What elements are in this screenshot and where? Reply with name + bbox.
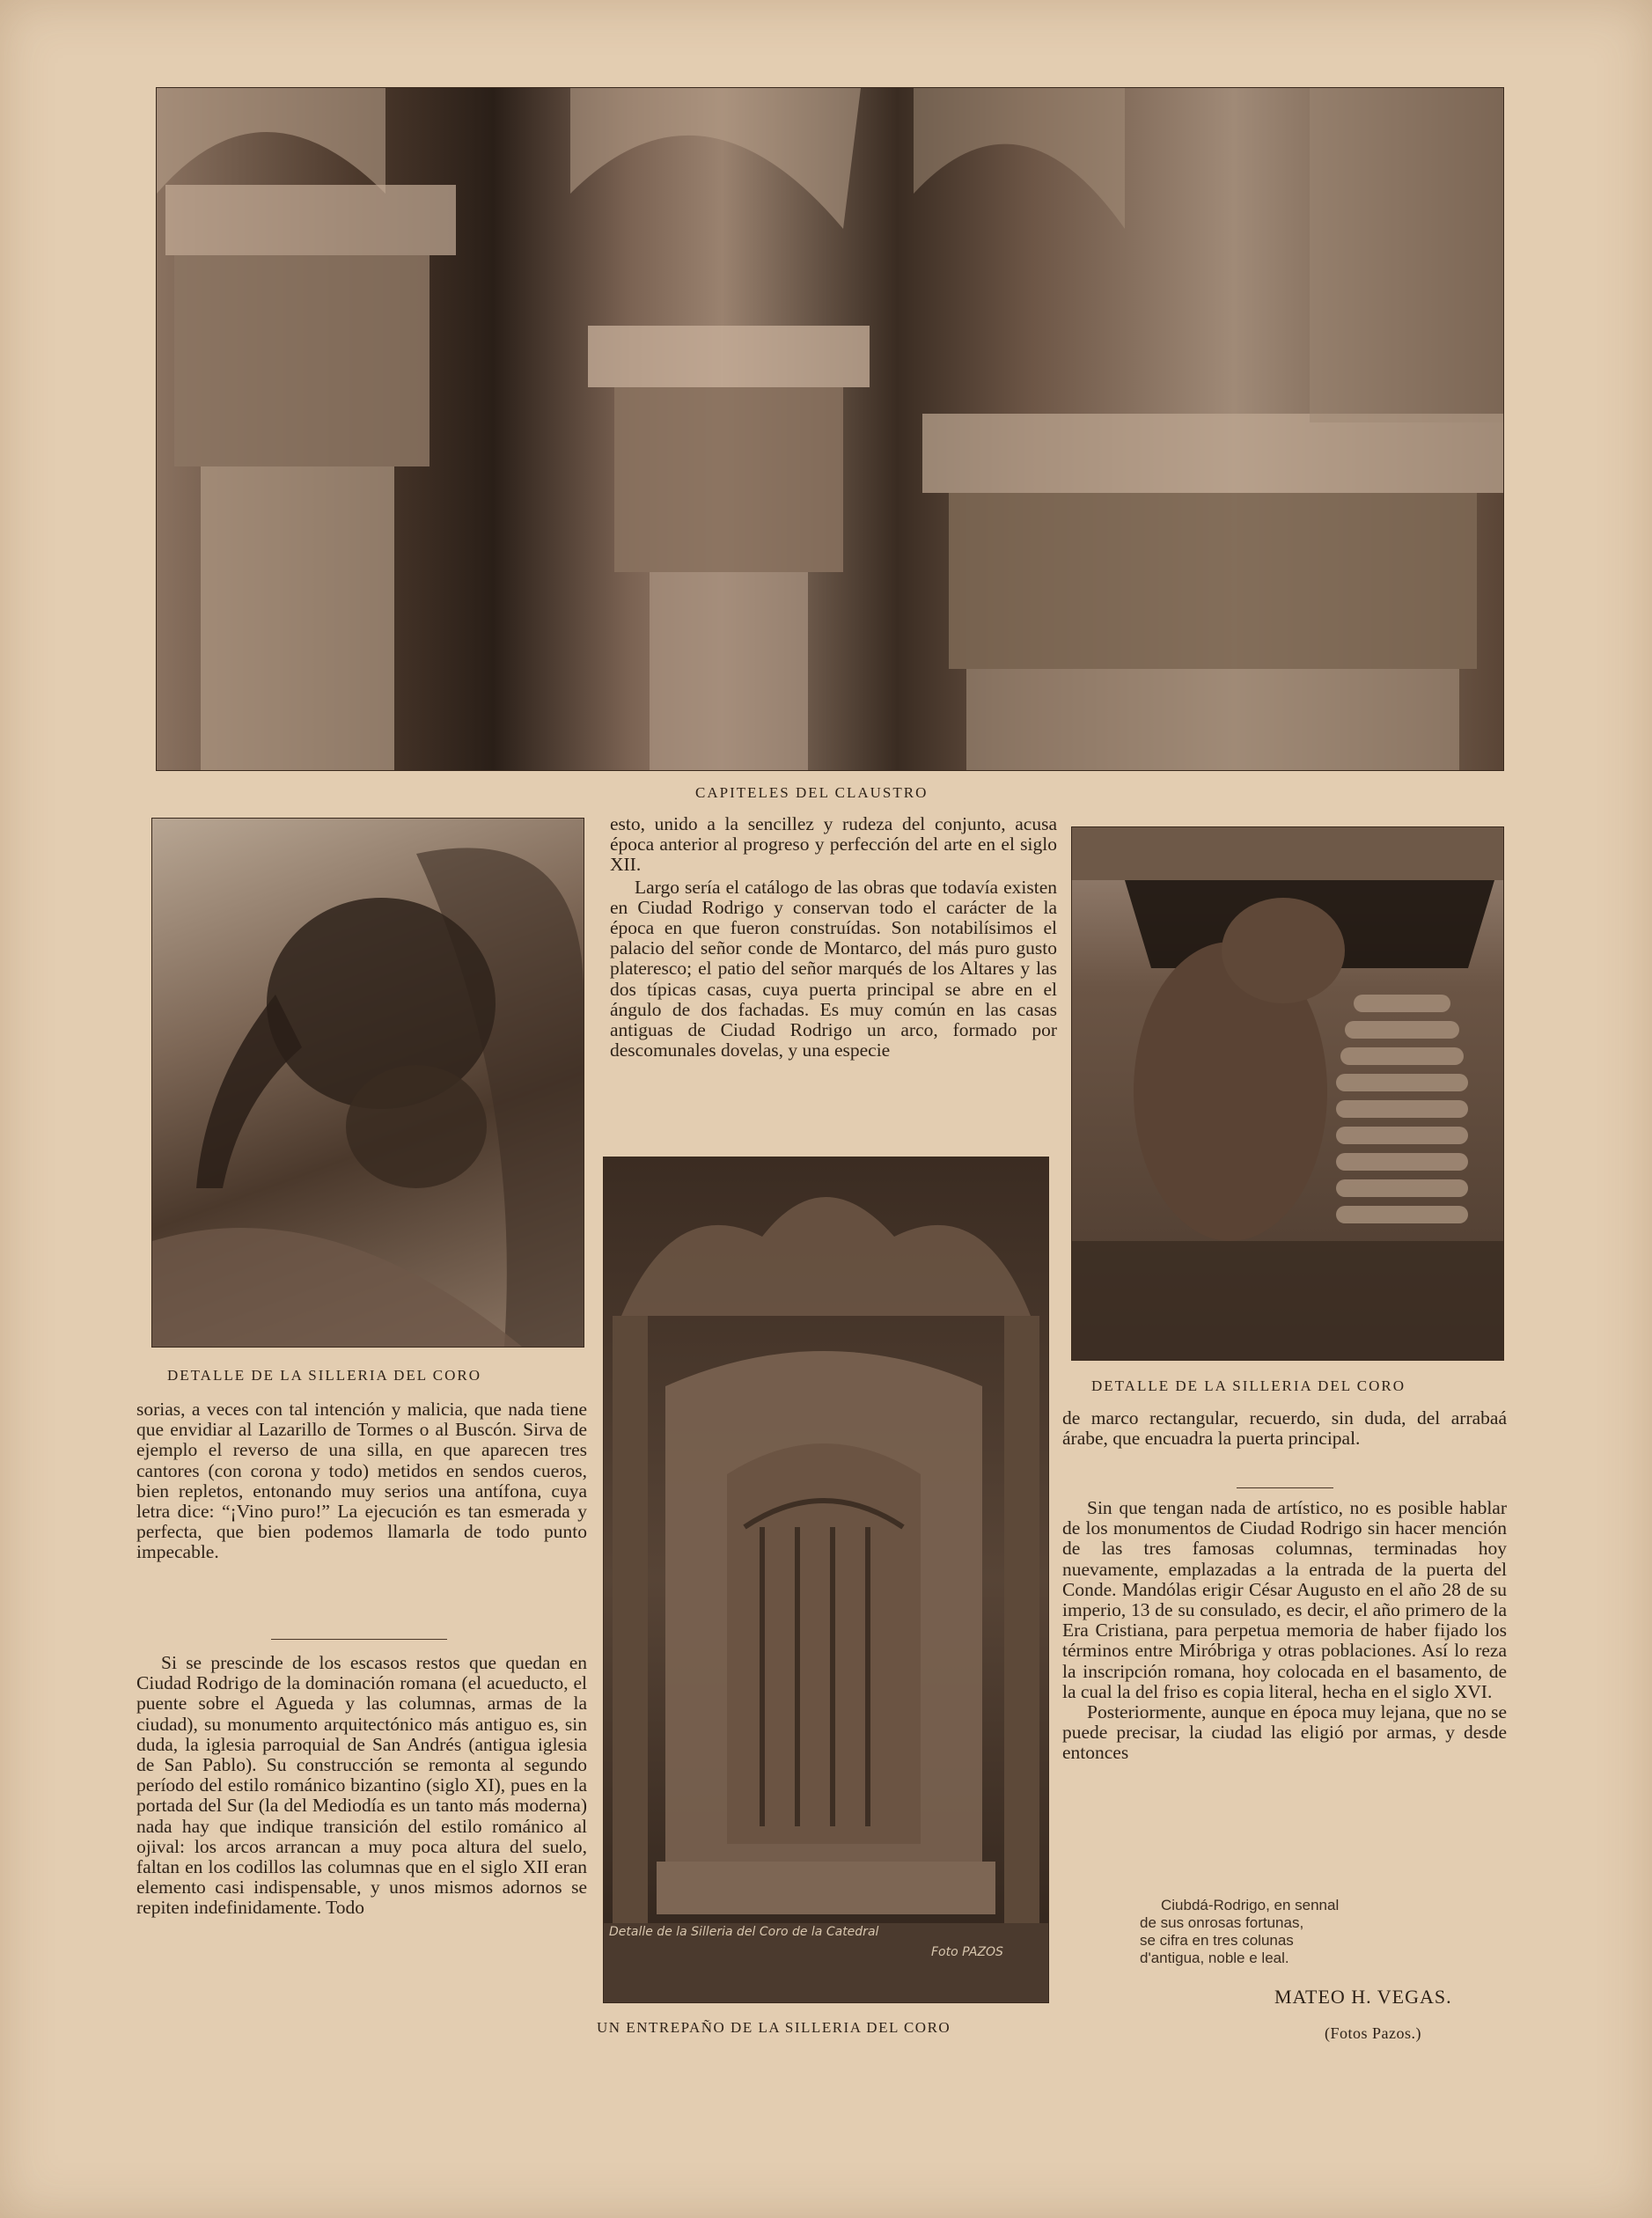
paragraph: Sin que tengan nada de artístico, no es posible hablar de los monumentos de Ciudad Rodrigo sin hacer mención de las tres famosas columnas, terminadas hoy nuevamente, emplazadas a la entrada de la puerta del Conde. Mandólas erigir César Augusto en el año 28 de su imperio, 13 de su consulado, es decir, el año primero de la Era Cristiana, para perpetua memoria de haber fijado los términos entre Miróbriga y otras poblaciones. Así lo reza la inscripción romana, hoy colocada en el basamento, de la cual la del friso es copia literal, hecha en el siglo XVI. — [1062, 1497, 1507, 1702]
paragraph: sorias, a veces con tal intención y malicia, que nada tiene que envidiar al Lazarillo de Tormes o al Buscón. Sirva de ejemplo el reverso de una silla, en que aparecen tres cantores (con corona y todo) metidos en sendos cueros, bien repletos, entonando muy serios una antífona, cuya letra dice: “¡Vino puro!” La ejecución es tan esmerada y perfecta, que bien podemos llamarla de todo punto impecable. — [136, 1399, 587, 1563]
paragraph: esto, unido a la sencillez y rudeza del conjunto, acusa época anterior al progreso y perfección del arte en el siglo XII. — [610, 813, 1057, 876]
text-column-middle — [610, 814, 1057, 1061]
divider-left — [271, 1639, 447, 1640]
divider-right — [1237, 1487, 1333, 1488]
paragraph: Largo sería el catálogo de las obras que todavía existen en Ciudad Rodrigo y conservan todo el carácter de la época en que fueron construídas. Son notabilísimos el palacio del señor conde de Montarco, del más puro gusto plateresco; el patio del señor marqués de los Altares y las dos típicas casas, cuya puerta principal se abre en el ángulo de dos fachadas. Es muy común en las casas antiguas de Ciudad Rodrigo un arco, formado por descomunales dovelas, y una especie — [610, 876, 1057, 1061]
text-column-left-2 — [136, 1653, 587, 1919]
caption-center: UN ENTREPAÑO DE LA SILLERIA DEL CORO — [597, 2019, 951, 2036]
author: MATEO H. VEGAS. — [1274, 1986, 1452, 2008]
photo-silleria-left — [152, 819, 584, 1347]
poem-line: se cifra en tres colunas — [1140, 1932, 1294, 1949]
paragraph: Si se prescinde de los escasos restos que quedan en Ciudad Rodrigo de la dominación romana (el acueducto, el puente sobre el Agueda y las columnas, armas de la ciudad), su monumento arquitectónico más antiguo es, sin duda, la iglesia parroquial de San Andrés (antigua iglesia de San Pablo). Su construcción se remonta al segundo período del estilo románico bizantino (siglo XI), pues en la portada del Sur (la del Mediodía es un tanto más moderna) nada hay que indique transición del estilo románico al ojival: los arcos arrancan a muy poca altura del suelo, faltan en los codillos las columnas que en el siglo XII eran elemento casi indispensable, y unos mismos adornos se repiten indefinidamente. Todo — [136, 1652, 587, 1919]
photo-capiteles-claustro — [157, 88, 1503, 770]
poem-line: de sus onrosas fortunas, — [1140, 1914, 1304, 1931]
text-column-left — [136, 1399, 587, 1563]
caption-top: CAPITELES DEL CLAUSTRO — [695, 784, 929, 801]
poem-line: d'antigua, noble e leal. — [1140, 1950, 1289, 1966]
photo-inscription: Detalle de la Silleria del Coro de la Catedral — [609, 1925, 879, 1939]
poem — [1140, 1897, 1339, 1967]
photo-entrepano — [604, 1157, 1048, 2002]
photo-inscription-mark: Foto PAZOS — [931, 1945, 1003, 1959]
photo-silleria-right — [1072, 827, 1503, 1360]
paragraph: de marco rectangular, recuerdo, sin duda, del arrabaá árabe, que encuadra la puerta principal. — [1062, 1407, 1507, 1450]
caption-right: DETALLE DE LA SILLERIA DEL CORO — [1091, 1377, 1406, 1394]
paragraph: Posteriormente, aunque en época muy lejana, que no se puede precisar, la ciudad las eligió por armas, y desde entonces — [1062, 1701, 1507, 1764]
caption-left: DETALLE DE LA SILLERIA DEL CORO — [167, 1367, 482, 1384]
text-column-right-2 — [1062, 1498, 1507, 1764]
text-column-right — [1062, 1408, 1507, 1449]
poem-line: Ciubdá-Rodrigo, en sennal — [1161, 1897, 1340, 1913]
photo-credit: (Fotos Pazos.) — [1325, 2024, 1421, 2042]
